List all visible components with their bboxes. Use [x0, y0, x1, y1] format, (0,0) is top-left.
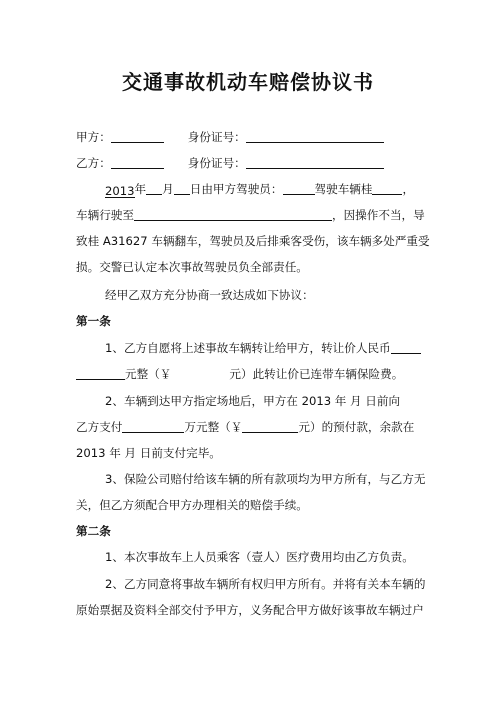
intro-line-2: 车辆行驶至 ，因操作不当，导	[76, 208, 425, 222]
intro-year: 2013	[105, 184, 135, 198]
plate-blank	[372, 182, 402, 195]
article-2-clause-2-line-2: 原始票据及资料全部交付予甲方，义务配合甲方做好该事故车辆过户	[76, 603, 424, 617]
article-1-clause-3-line-2: 关，但乙方须配合甲方办理相关的赔偿手续。	[76, 498, 308, 512]
article-2-clause-2-line-1: 2、乙方同意将事故车辆所有权归甲方所有。并将有关本车辆的	[105, 577, 426, 591]
party-a-id-label: 身份证号：	[187, 130, 246, 144]
article-1-clause-1-line-2: 元整（￥ 元）此转让价已连带车辆保险费。	[76, 366, 403, 382]
party-b-line	[76, 155, 384, 171]
intro-line-3: 致桂 A31627 车辆翻车，驾驶员及后排乘客受伤，该车辆多处严重受	[76, 234, 430, 248]
party-b-label: 乙方：	[76, 156, 111, 170]
document-title: 交通事故机动车赔偿协议书	[122, 70, 374, 94]
article-1-clause-2-line-3: 2013 年 月 日前支付完毕。	[76, 446, 221, 460]
article-2-clause-1: 1、本次事故车上人员乘客（壹人）医疗费用均由乙方负责。	[105, 550, 414, 564]
party-a-label: 甲方：	[76, 130, 111, 144]
party-b-id-label: 身份证号：	[187, 156, 246, 170]
agreement-lead: 经甲乙双方充分协商一致达成如下协议：	[105, 288, 314, 302]
intro-line-4: 损。交警已认定本次事故驾驶员负全部责任。	[76, 260, 308, 274]
article-1-clause-3-line-1: 3、保险公司赔付给该车辆的所有款项均为甲方所有，与乙方无	[105, 472, 426, 486]
article-2-heading: 第二条	[76, 524, 111, 538]
party-a-id-blank	[246, 130, 384, 143]
driver-blank	[283, 182, 315, 195]
party-a-name-blank	[111, 130, 164, 143]
article-1-clause-2-line-1: 2、车辆到达甲方指定场地后，甲方在 2013 年 月 日前向	[105, 394, 401, 408]
party-b-name-blank	[111, 156, 164, 169]
party-a-line	[76, 129, 384, 145]
intro-line-1: 2013年 月 日由甲方驾驶员： 驾驶车辆桂 ，	[105, 182, 415, 198]
article-1-clause-2-line-2: 乙方支付 万元整（￥ 元）的预付款，余款在	[76, 420, 415, 434]
party-b-id-blank	[246, 156, 384, 169]
article-1-clause-1-line-1: 1、乙方自愿将上述事故车辆转让给甲方，转让价人民币	[105, 340, 421, 356]
route-blank	[134, 208, 332, 221]
article-1-heading: 第一条	[76, 314, 111, 328]
